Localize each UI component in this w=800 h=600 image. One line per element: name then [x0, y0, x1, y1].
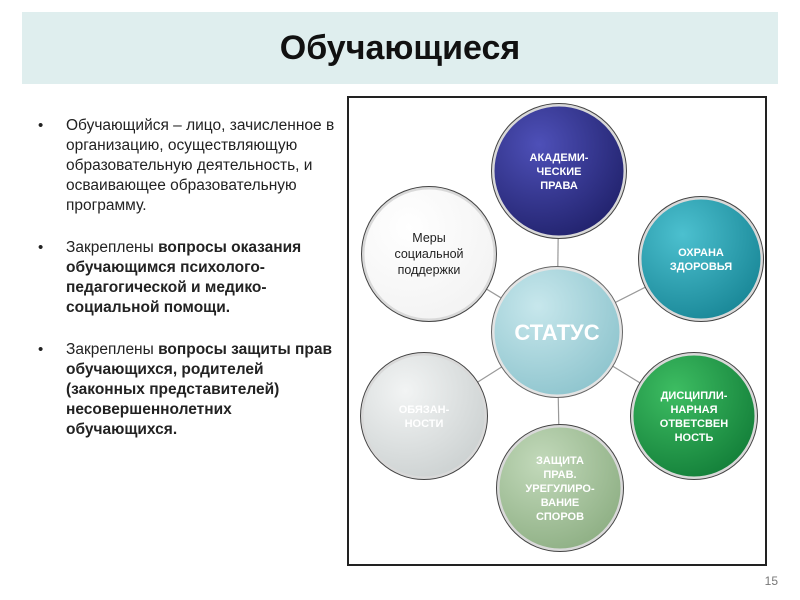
node-label-discipline-1: НАРНАЯ — [670, 404, 718, 416]
node-label-duties-0: ОБЯЗАН- — [398, 404, 450, 416]
node-label-protection-3: ВАНИЕ — [540, 497, 580, 509]
node-label-support-1: социальной — [394, 247, 464, 261]
node-duties — [361, 353, 488, 480]
slide-title: Обучающиеся — [279, 28, 521, 67]
node-support — [362, 187, 497, 322]
node-label-academic-2: ПРАВА — [540, 180, 578, 192]
node-label-health-0: ОХРАНА — [678, 247, 724, 259]
page-number: 15 — [764, 574, 778, 588]
node-label-duties-1: НОСТИ — [404, 418, 444, 430]
node-center-status — [492, 267, 623, 398]
node-protection — [497, 425, 624, 552]
bullet-3-text: Закреплены — [66, 341, 159, 358]
bullet-item-definition — [38, 116, 338, 216]
bullet-item-assistance — [38, 238, 338, 318]
diagram-nodes — [361, 104, 764, 552]
bullet-3-bold: вопросы защиты прав обучающихся, родителей (законных представителей) несовершеннолетних обучающихся. — [66, 341, 332, 438]
node-label-protection-4: СПОРОВ — [535, 511, 585, 523]
node-circle-duties — [362, 354, 486, 478]
node-label-health-1: ЗДОРОВЬЯ — [669, 261, 733, 273]
bullet-2-text: Закреплены — [66, 239, 159, 256]
node-label-discipline-0: ДИСЦИПЛИ- — [660, 390, 728, 402]
node-label-discipline-3: НОСТЬ — [674, 432, 714, 444]
node-label-academic-1: ЧЕСКИЕ — [536, 166, 582, 178]
bullet-list — [38, 116, 338, 462]
title-bar — [22, 12, 778, 84]
bullet-2-bold: вопросы оказания обучающимся психолого-педагогической и медико-социальной помощи. — [66, 239, 302, 316]
center-label: СТАТУС — [514, 320, 600, 345]
node-label-support-0: Меры — [412, 231, 446, 245]
node-label-support-2: поддержки — [397, 263, 461, 277]
status-diagram — [347, 96, 767, 566]
bullet-item-protection — [38, 340, 338, 440]
node-circle-discipline — [632, 354, 756, 478]
node-circle-health — [640, 198, 762, 320]
node-label-discipline-2: ОТВЕТСВЕН — [659, 418, 729, 430]
bullet-1-text: Обучающийся – лицо, зачисленное в организацию, осуществляющую образовательную деятельность, и осваивающее образовательную программу. — [66, 117, 335, 214]
node-label-academic-0: АКАДЕМИ- — [529, 152, 589, 164]
node-health — [639, 197, 764, 322]
node-label-protection-2: УРЕГУЛИРО- — [525, 483, 595, 495]
diagram-canvas — [349, 98, 765, 564]
node-label-protection-1: ПРАВ. — [543, 469, 577, 481]
node-academic — [492, 104, 627, 239]
node-discipline — [631, 353, 758, 480]
node-label-protection-0: ЗАЩИТА — [536, 455, 584, 467]
